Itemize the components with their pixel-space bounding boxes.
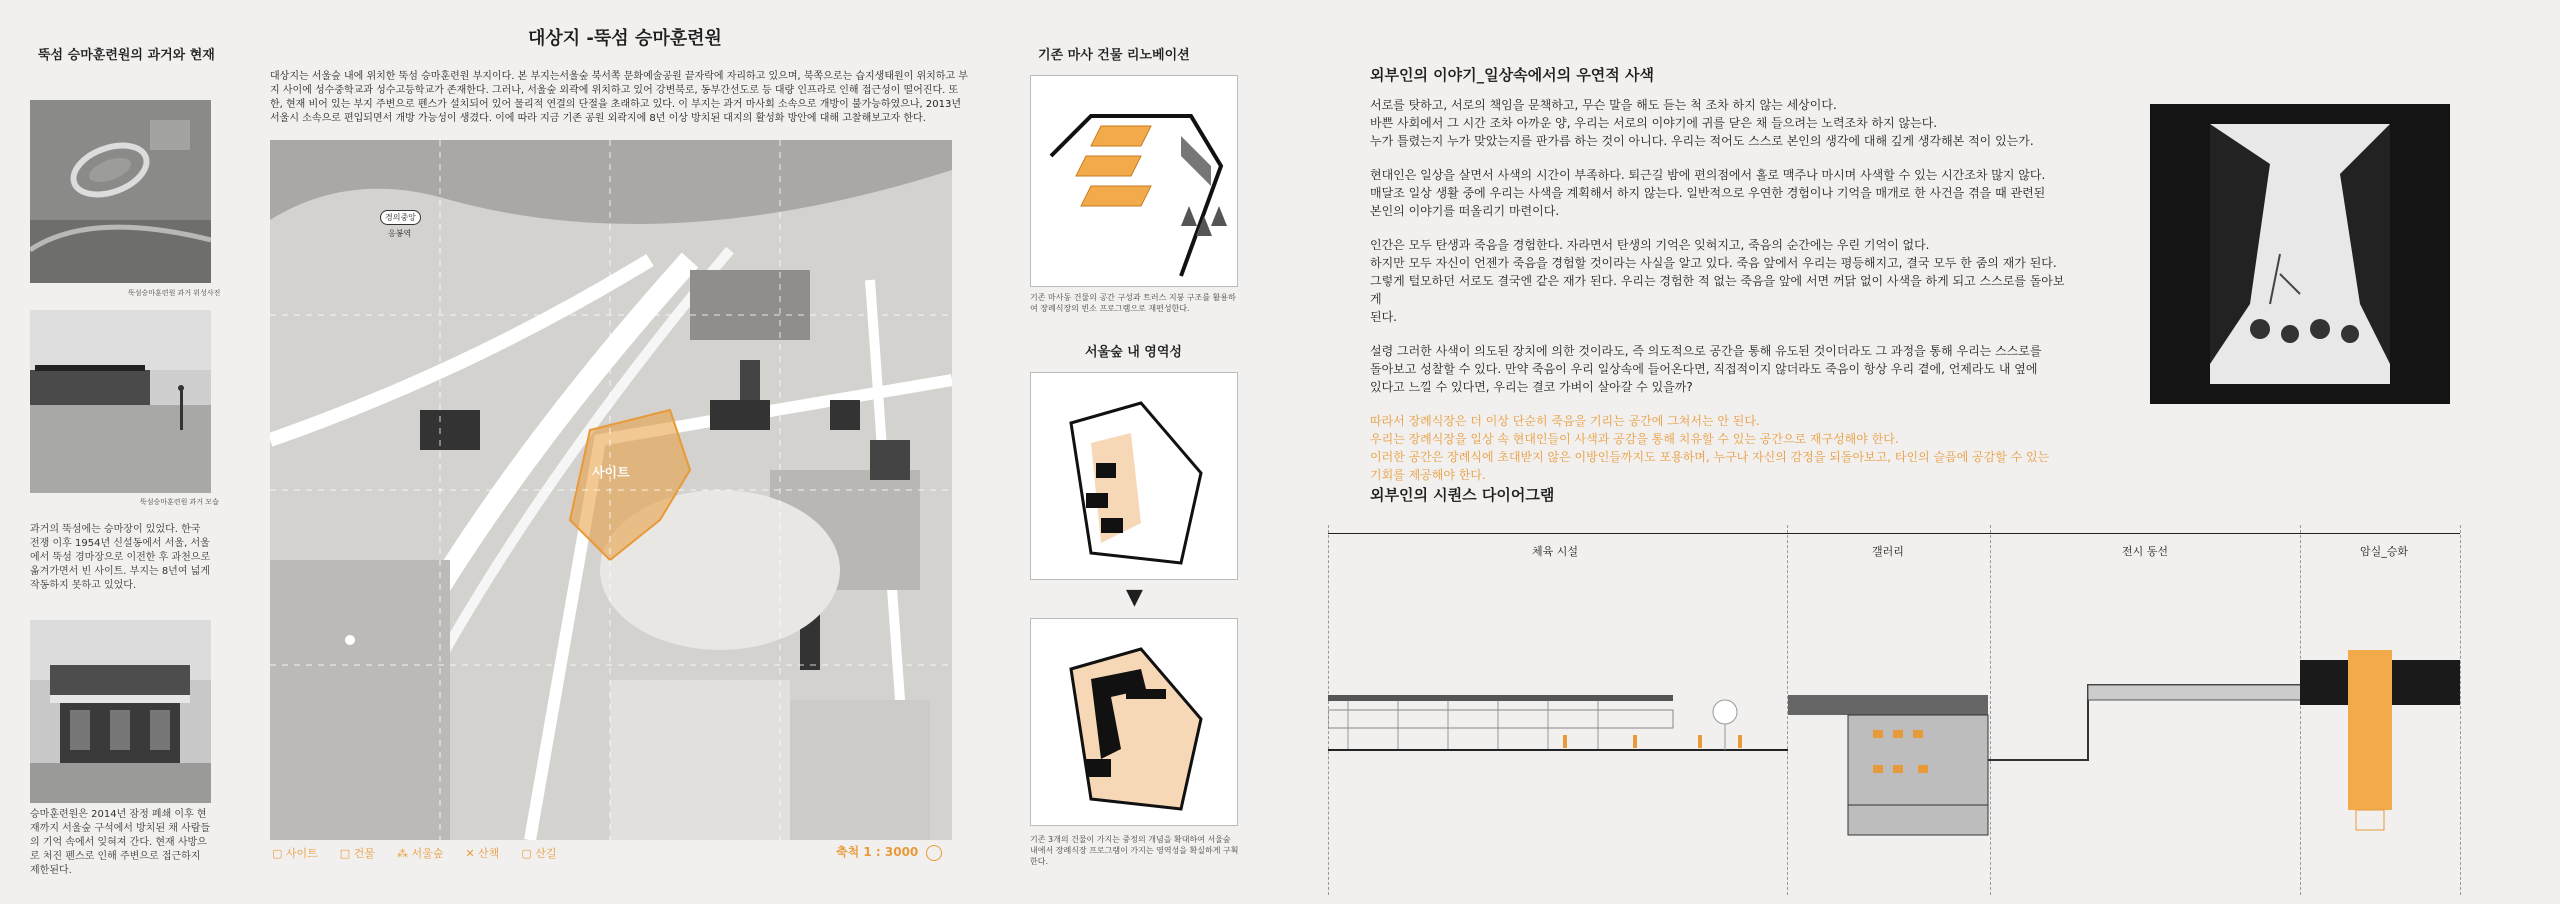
story-title: 외부인의 이야기_일상속에서의 우연적 사색 bbox=[1370, 66, 1654, 84]
territory-after-graphic bbox=[1031, 619, 1237, 825]
story-o2: 우리는 장례식장을 일상 속 현대인들이 사색과 공감을 통해 치유할 수 있는 공간으로 재구성해야 한다. bbox=[1370, 432, 1899, 446]
site-map-graphic bbox=[270, 140, 952, 840]
aerial-caption: 뚝섬승마훈련원 과거 위성사진 bbox=[128, 289, 221, 297]
territory-after bbox=[1030, 618, 1238, 826]
sequence-divider-5 bbox=[2460, 525, 2462, 895]
station-label bbox=[380, 210, 421, 225]
territory-caption: 기존 3개의 건물이 가지는 중정의 개념을 확대하여 서울숲 내에서 장례식장 프로그램이 가지는 영역성을 확실하게 구획한다. bbox=[1030, 835, 1239, 866]
sequence-seg4: 암실_승화 bbox=[2360, 545, 2409, 558]
aerial-photo bbox=[30, 100, 211, 283]
legend-building-label: 건물 bbox=[353, 847, 375, 860]
station-line1: 경의중앙 bbox=[385, 213, 416, 222]
legend-forest: ⁂ 서울숲 bbox=[396, 847, 444, 860]
legend-trail-label: 산길 bbox=[535, 847, 557, 860]
history-para2: 승마훈련원은 2014년 잠정 폐쇄 이후 현재까지 서울숲 구석에서 방치된 채 사람들의 기억 속에서 잊혀져 간다. 현재 사방으로 처진 펜스로 인해 주변으로 접근하지 제한된다. bbox=[30, 809, 211, 876]
territory-before bbox=[1030, 372, 1238, 580]
present-photo bbox=[30, 620, 211, 803]
reno-caption: 기존 마사동 건물의 공간 구성과 트러스 지붕 구조를 활용하여 장례식장의 빈소 프로그램으로 재편성한다. bbox=[1030, 293, 1236, 313]
sequence-seg3: 전시 동선 bbox=[2122, 545, 2169, 558]
aerial-photo-graphic bbox=[30, 100, 211, 283]
story-p1: 서로를 탓하고, 서로의 책임을 문책하고, 무슨 말을 해도 듣는 척 조차 하지 않는 세상이다. bbox=[1370, 98, 1837, 112]
past-caption: 뚝섬승마훈련원 과거 모습 bbox=[140, 498, 219, 506]
legend-walk: ✕ 산책 bbox=[465, 847, 500, 860]
story-o1: 따라서 장례식장은 더 이상 단순히 죽음을 기리는 공간에 그쳐서는 안 된다. bbox=[1370, 414, 1760, 428]
sequence-section bbox=[1328, 640, 2460, 840]
site-intro: 대상지는 서울숲 내에 위치한 뚝섬 승마훈련원 부지이다. 본 부지는서울숲 북서쪽 문화예술공원 끝자락에 자리하고 있으며, 북쪽으로는 습지생태원이 위치하고 부지 사이에 성수중학교과 성수고등학교가 존재한다. 그러나, 서울숲 외곽에 위치하고 있어 강변북로, 동부간선도로 등 대량 인프라로 인해 접근성이 떨어진다. 또한, 현재 비어 있는 부지 주변으로 펜스가 설치되어 있어 물리적 연결의 단절을 초래하고 있다. 이 부지는 과거 마사회 소속으로 개방이 불가능하였으나, 2013년 서울시 소속으로 편입되면서 개방 가능성이 생겼다. 이에 따라 지금 기존 공원 외곽지에 8년 이상 방치된 대지의 활성화 방안에 대해 고찰해보고자 한다. bbox=[270, 71, 968, 124]
story-photo-graphic bbox=[2150, 104, 2450, 404]
history-para1: 과거의 뚝섬에는 승마장이 있었다. 한국 전쟁 이후 1954년 신설동에서 서울, 서울에서 뚝섬 경마장으로 이전한 후 과천으로 옮겨가면서 빈 사이트. 부지는 8년여 넓게 작동하지 못하고 있었다. bbox=[30, 524, 211, 591]
legend-forest-label: 서울숲 bbox=[411, 847, 444, 860]
story-p3: 인간은 모두 탄생과 죽음을 경험한다. 자라면서 탄생의 기억은 잊혀지고, 죽음의 순간에는 우린 기억이 없다. bbox=[1370, 238, 1930, 252]
story-p2c: 본인의 이야기를 떠올리기 마련이다. bbox=[1370, 204, 1560, 218]
history-title: 뚝섬 승마훈련원의 과거와 현재 bbox=[38, 48, 215, 63]
legend-walk-label: 산책 bbox=[478, 847, 500, 860]
north-arrow-icon bbox=[926, 845, 942, 861]
story-p2: 현대인은 일상을 살면서 사색의 시간이 부족하다. 퇴근길 밤에 편의점에서 홀로 맥주나 마시며 사색할 수 있는 시간조차 많지 않다. bbox=[1370, 168, 2046, 182]
sequence-seg1: 체육 시설 bbox=[1532, 545, 1579, 558]
present-photo-graphic bbox=[30, 620, 211, 803]
story-p4c: 있다고 느낄 수 있다면, 우리는 결코 가벼이 살아갈 수 있을까? bbox=[1370, 380, 1693, 394]
story-o3: 이러한 공간은 장례식에 초대받지 않은 이방인들까지도 포용하며, 누구나 자신의 감정을 되돌아보고, 타인의 슬픔에 공감할 수 있는 bbox=[1370, 450, 2050, 464]
sequence-section-graphic bbox=[1328, 640, 2460, 840]
reno-title2: 서울숲 내 영역성 bbox=[1085, 345, 1182, 360]
story-p4b: 돌아보고 성찰할 수 있다. 만약 죽음이 우리 일상속에 들어온다면, 직접적이지 않더라도 죽음이 항상 우리 곁에, 언제라도 내 옆에 bbox=[1370, 362, 2038, 376]
site-label: 사이트 bbox=[592, 466, 630, 481]
story-o4: 기회를 제공해야 한다. bbox=[1370, 468, 1486, 482]
station-name: 응봉역 bbox=[388, 229, 412, 238]
map-legend bbox=[272, 845, 556, 861]
territory-before-graphic bbox=[1031, 373, 1237, 579]
story-photo bbox=[2150, 104, 2450, 404]
reno-diagram-graphic bbox=[1031, 76, 1237, 286]
story-p3b: 하지만 모두 자신이 언젠가 죽음을 경험할 것이라는 사실을 알고 있다. 죽음 앞에서 우리는 평등해지고, 결국 모두 한 줌의 재가 된다. bbox=[1370, 256, 2057, 270]
sequence-seg2: 갤러리 bbox=[1872, 545, 1904, 558]
legend-trail: ▢ 산길 bbox=[521, 847, 557, 860]
legend-site: ▢ 사이트 bbox=[272, 847, 318, 860]
reno-diagram bbox=[1030, 75, 1238, 287]
map-scale bbox=[836, 843, 942, 861]
past-photo bbox=[30, 310, 211, 493]
story-p4: 설령 그러한 사색이 의도된 장치에 의한 것이라도, 즉 의도적으로 공간을 통해 유도된 것이더라도 그 과정을 통해 우리는 스스로를 bbox=[1370, 344, 2042, 358]
story-body bbox=[1370, 96, 2070, 484]
sequence-axis bbox=[1328, 533, 2460, 534]
legend-building: □ 건물 bbox=[339, 847, 375, 860]
site-title: 대상지 -뚝섬 승마훈련원 bbox=[528, 28, 722, 49]
story-p3c: 그렇게 털모하던 서로도 결국엔 같은 재가 된다. 우리는 경험한 적 없는 죽음을 앞에 서면 꺼닭 없이 사색을 하게 되고 스스로를 돌아보게 bbox=[1370, 274, 2065, 306]
sequence-title: 외부인의 시퀀스 다이어그램 bbox=[1370, 486, 1555, 504]
story-p1b: 바쁜 사회에서 그 시간 조차 아까운 양, 우리는 서로의 이야기에 귀를 닫은 채 들으려는 노력조차 하지 않는다. bbox=[1370, 116, 1938, 130]
past-photo-graphic bbox=[30, 310, 211, 493]
reno-title: 기존 마사 건물 리노베이션 bbox=[1038, 48, 1190, 63]
story-p1c: 누가 틀렸는지 누가 맞았는지를 판가름 하는 것이 아니다. 우리는 적어도 스스로 본인의 생각에 대해 깊게 생각해본 적이 있는가. bbox=[1370, 134, 2034, 148]
story-p2b: 매달조 일상 생활 중에 우리는 사색을 계획해서 하지 않는다. 일반적으로 우연한 경험이나 기억을 매개로 한 사건을 겪을 때 관련된 bbox=[1370, 186, 2046, 200]
map-scale-label: 축척 1 : 3000 bbox=[836, 845, 919, 859]
down-arrow-icon: ▼ bbox=[1126, 585, 1143, 610]
site-map bbox=[270, 140, 952, 840]
story-p3d: 된다. bbox=[1370, 310, 1397, 324]
legend-site-label: 사이트 bbox=[285, 847, 318, 860]
